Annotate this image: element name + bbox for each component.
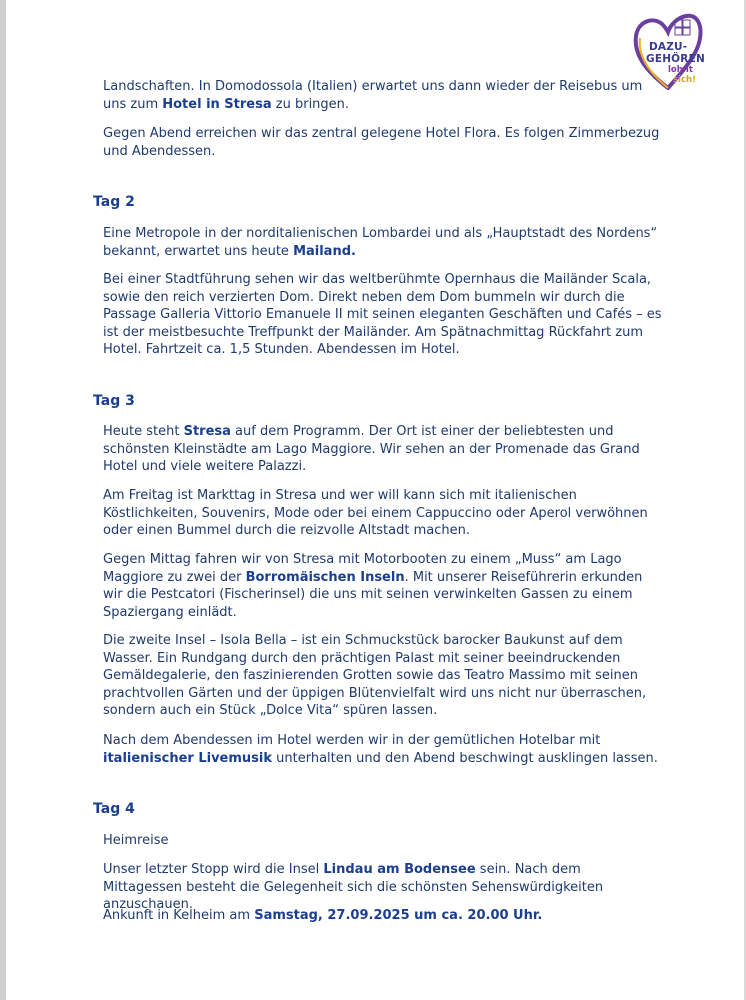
logo-text-line4: sich!: [673, 75, 696, 85]
bold-text: Hotel in Stresa: [162, 96, 272, 112]
paragraph-domodossola: [103, 78, 663, 113]
text-run: zu bringen.: [271, 96, 350, 112]
bold-text: Samstag, 27.09.2025 um ca. 20.00 Uhr.: [254, 908, 543, 923]
logo-text-line3: lohnt: [668, 65, 693, 75]
logo-text-line2: GEHÖREN: [646, 53, 705, 65]
text-run: Eine Metropole in der norditalienischen Lombardei und als „Hauptstadt des Nordens“ bekannt, erwartet uns heute: [103, 226, 658, 259]
paragraph-heimreise: Heimreise: [103, 833, 169, 848]
text-run: Unser letzter Stopp wird die Insel: [103, 862, 324, 877]
logo-text-line1: DAZU-: [649, 41, 688, 53]
bold-text: Mailand.: [293, 243, 356, 259]
text-run: . Mit unserer Reiseführerin erkunden wir die Pestcatori (Fischerinsel) die uns mit seinen verwinkelten Gassen zu einem Spaziergang einlädt.: [103, 569, 643, 620]
text-run: Heute steht: [103, 424, 184, 439]
text-run: sein. Nach dem Mittagessen besteht die Gelegenheit sich die schönsten Sehenswürdigkeiten anzuschauen.: [103, 862, 604, 912]
text-run: unterhalten und den Abend beschwingt ausklingen lassen.: [272, 750, 658, 766]
day-heading-3: Tag 3: [93, 393, 135, 409]
text-run: Ankunft in Kelheim am: [103, 908, 255, 923]
paragraph-livemusik: [103, 732, 663, 767]
paragraph-stadtfuehrung: Bei einer Stadtführung sehen wir das weltberühmte Opernhaus die Mailänder Scala, sowie den reich verzierten Dom. Direkt neben dem Dom bummeln wir durch die Passage Galleria Vittorio Emanuele II mit seinen eleganten Geschäften und Cafés – es ist der meistbesuchte Treffpunkt der Mailänder. Am Spätnachmittag Rückfahrt zum Hotel. Fahrtzeit ca. 1,5 Stunden. Abendessen im Hotel.: [103, 272, 662, 357]
text-run: Nach dem Abendessen im Hotel werden wir in der gemütlichen Hotelbar mit: [103, 733, 601, 748]
bold-text: Lindau am Bodensee: [323, 862, 476, 877]
paragraph-mailand: [103, 225, 663, 260]
paragraph-ankunft: [103, 907, 663, 925]
paragraph-hotel-flora: Gegen Abend erreichen wir das zentral gelegene Hotel Flora. Es folgen Zimmerbezug und Abendessen.: [103, 126, 660, 159]
paragraph-borromaeische-inseln: [103, 551, 663, 621]
paragraph-isola-bella: Die zweite Insel – Isola Bella – ist ein Schmuckstück barocker Baukunst auf dem Wasser. Ein Rundgang durch den prächtigen Palast mit seiner beeindruckenden Gemäldegalerie, den faszinierenden Grotten sowie das Teatro Massimo mit seinen prachtvollen Gärten und der üppigen Blütenvielfalt wird uns nicht nur überraschen, sondern auch ein Stück „Dolce Vita“ spüren lassen.: [103, 633, 647, 718]
day-heading-2: Tag 2: [93, 194, 135, 210]
paragraph-lindau: [103, 861, 663, 914]
bold-text: Stresa: [183, 424, 231, 439]
text-run: auf dem Programm. Der Ort ist einer der beliebtesten und schönsten Kleinstädte am Lago Maggiore. Wir sehen an der Promenade das Grand Hotel und viele weitere Palazzi.: [103, 424, 640, 474]
text-run: Gegen Mittag fahren wir von Stresa mit Motorbooten zu einem „Muss“ am Lago Maggiore zu zwei der: [103, 552, 622, 585]
paragraph-markttag: Am Freitag ist Markttag in Stresa und wer will kann sich mit italienischen Köstlichkeiten, Souvenirs, Mode oder bei einem Cappuccino oder Aperol verwöhnen oder einen Bummel durch die reizvolle Altstadt machen.: [103, 488, 648, 538]
bold-text: Borromäischen Inseln: [245, 569, 405, 585]
day-heading-4: Tag 4: [93, 801, 135, 817]
paragraph-stresa: [103, 423, 663, 476]
text-run: Landschaften. In Domodossola (Italien) erwartet uns dann wieder der Reisebus um uns zum: [103, 79, 643, 112]
page-left-edge: [0, 0, 6, 1000]
bold-text: italienischer Livemusik: [103, 750, 273, 766]
